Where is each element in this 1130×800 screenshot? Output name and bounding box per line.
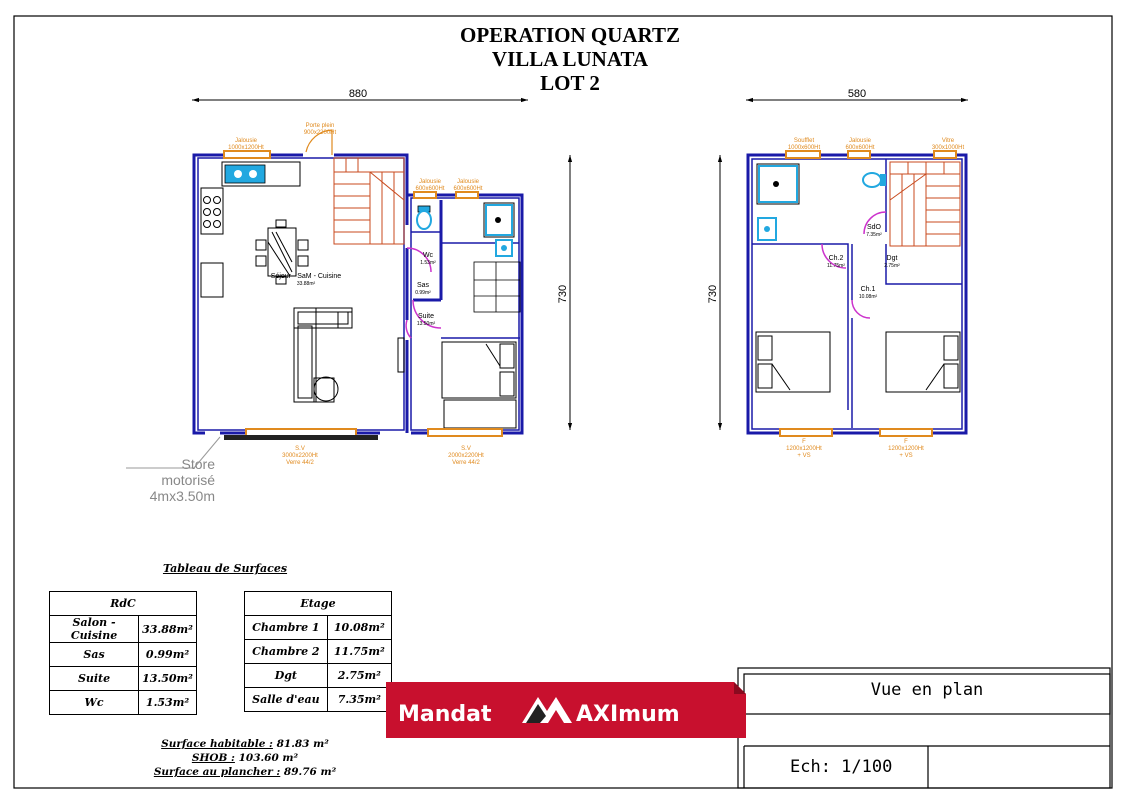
label-sejour-area: 33.88m² [296,281,316,287]
label-jalousie-sdb-size: 600x600Ht [453,186,483,192]
label-jalousie-uf: Jalousie [848,138,872,144]
etage-area: 10.08m² [327,616,391,640]
label-sas: Sas [416,282,430,289]
uf-staircase [890,162,960,246]
view-label: Vue en plan [870,680,984,700]
gf-windows [224,151,502,436]
label-sv2-glass: Verre 44/2 [452,460,480,466]
shob-value: 103.60 m² [238,752,299,764]
table-row [245,688,392,712]
etage-name: Chambre 1 [245,616,328,640]
table-row [50,667,197,691]
label-wc-area: 1.53m² [420,260,436,266]
etage-area: 2.75m² [327,664,391,688]
uf-height-text: 730 [707,284,719,304]
label-jalousie-sdb: Jalousie [456,179,480,185]
gf-bed [442,342,516,428]
table-row [50,691,197,715]
label-porte-plein-size: 900x2200Ht [303,130,337,136]
label-vitre: Vitre [941,138,955,144]
label-sdo: SdO [866,224,882,231]
habitable-value: 81.83 m² [276,738,329,750]
upper-floor-plan [707,88,968,459]
label-vitre-size: 300x1000Ht [931,145,965,151]
rdc-area: 1.53m² [139,691,197,715]
rdc-table [49,591,197,715]
label-sv2-size: 2000x2200Ht [448,453,484,459]
store-note-line-1: Store [181,456,215,472]
label-soufflet-size: 1000x600Ht [787,145,821,151]
brand-logo-graphic [386,682,746,738]
etage-header: Etage [245,592,392,616]
store-note [120,456,215,504]
brand-logo [386,682,746,738]
logo-text-left: Mandat [398,702,492,727]
label-sv1-glass: Verre 44/2 [286,460,314,466]
ground-floor-plan [126,88,570,468]
surfaces-title: Tableau de Surfaces [162,562,288,575]
rdc-header: RdC [50,592,197,616]
rdc-area: 0.99m² [139,643,197,667]
label-jalousie-kitchen-size: 1000x1200Ht [228,145,264,151]
gf-store-bar [224,435,378,440]
store-note-line-3: 4mx3.50m [149,488,215,504]
rdc-area: 13.50m² [139,667,197,691]
label-sas-area: 0.99m² [415,290,431,296]
label-sv2: S.V [461,446,471,452]
store-note-line-2: motorisé [161,472,215,488]
label-ch2: Ch.2 [828,255,844,262]
label-jalousie-uf-size: 600x600Ht [845,145,875,151]
label-f2-size: 1200x1200Ht [888,446,924,452]
uf-beds [756,332,960,392]
gf-sofa [294,308,352,402]
rdc-area: 33.88m² [139,616,197,643]
label-sv1: S.V [295,446,305,452]
plancher-label: Surface au plancher : [153,766,281,778]
label-f1: F [802,439,806,445]
label-f2: F [904,439,908,445]
label-wc: Wc [422,252,434,259]
label-suite-area: 13.50m² [416,321,436,327]
table-row [50,643,197,667]
table-row [245,640,392,664]
label-soufflet: Soufflet [793,138,815,144]
rdc-name: Salon - Cuisine [50,616,139,643]
logo-text-right: AXImum [576,702,680,727]
label-f1-glass: + VS [797,453,811,459]
shob-label: SHOB : [191,752,235,764]
title-line-3: LOT 2 [540,71,600,95]
uf-width-text: 580 [847,88,867,100]
scale-label: Ech: 1/100 [790,757,893,777]
label-suite: Suite [418,313,434,320]
label-sejour: Séjour - SaM - Cuisine [270,273,342,280]
label-ch1-area: 10.08m² [858,294,878,300]
label-dgt-area: 2.75m² [884,263,900,269]
etage-area: 11.75m² [327,640,391,664]
rdc-name: Wc [50,691,139,715]
label-sdo-area: 7.35m² [866,232,882,238]
label-ch1: Ch.1 [860,286,876,293]
etage-table [244,591,392,712]
table-row [245,616,392,640]
label-f1-size: 1200x1200Ht [786,446,822,452]
gf-staircase [334,158,404,244]
gf-height-text: 730 [557,284,569,304]
table-row [50,616,197,643]
title-line-1: OPERATION QUARTZ [460,23,680,47]
label-f2-glass: + VS [899,453,913,459]
plancher-value: 89.76 m² [283,766,337,778]
etage-area: 7.35m² [327,688,391,712]
etage-name: Dgt [245,664,328,688]
label-ch2-area: 11.75m² [827,263,845,269]
label-dgt: Dgt [886,255,898,262]
rdc-name: Suite [50,667,139,691]
rdc-name: Sas [50,643,139,667]
title-line-2: VILLA LUNATA [491,47,649,71]
habitable-label: Surface habitable : [161,738,273,750]
gf-width-text: 880 [348,88,368,100]
label-jalousie-kitchen: Jalousie [234,138,258,144]
etage-name: Salle d'eau [245,688,328,712]
label-porte-plein: Porte plein [305,123,335,129]
label-sv1-size: 3000x2200Ht [282,453,318,459]
surface-totals [150,737,340,779]
label-jalousie-wc: Jalousie [418,179,442,185]
label-jalousie-wc-size: 600x600Ht [415,186,445,192]
etage-name: Chambre 2 [245,640,328,664]
table-row [245,664,392,688]
